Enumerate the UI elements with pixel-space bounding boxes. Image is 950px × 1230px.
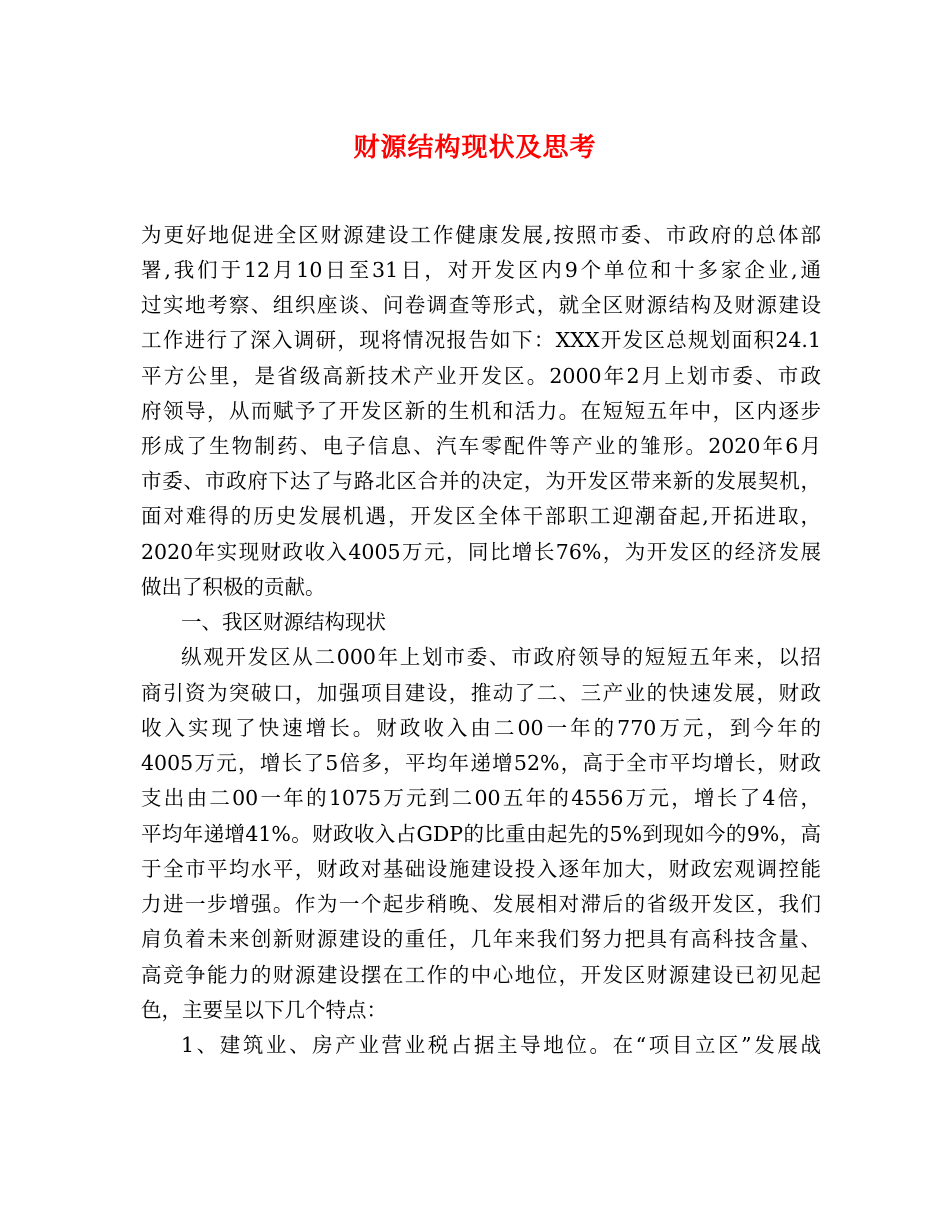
body-line: 市委、市政府下达了与路北区合并的决定，为开发区带来新的发展契机， (141, 469, 821, 493)
body-line: 过实地考察、组织座谈、问卷调查等形式，就全区财源结构及财源建设 (141, 293, 821, 317)
body-line: 1、建筑业、房产业营业税占据主导地位。在“项目立区”发展战 (181, 1033, 821, 1057)
body-line: 面对难得的历史发展机遇，开发区全体干部职工迎潮奋起,开拓进取， (141, 504, 821, 528)
body-line: 收入实现了快速增长。财政收入由二00一年的770万元，到今年的 (141, 716, 821, 740)
body-line: 2020年实现财政收入4005万元，同比增长76%，为开发区的经济发展 (141, 540, 821, 564)
body-line: 纵观开发区从二000年上划市委、市政府领导的短短五年来，以招 (181, 645, 821, 669)
body-line: 工作进行了深入调研，现将情况报告如下：XXX开发区总规划面积24.1 (141, 328, 821, 352)
body-line: 4005万元，增长了5倍多，平均年递增52%，高于全市平均增长，财政 (141, 751, 821, 775)
section-heading: 一、我区财源结构现状 (181, 610, 386, 634)
body-line: 肩负着未来创新财源建设的重任，几年来我们努力把具有高科技含量、 (141, 927, 821, 951)
body-line: 署,我们于12月10日至31日，对开发区内9个单位和十多家企业,通 (141, 258, 821, 282)
body-line: 为更好地促进全区财源建设工作健康发展,按照市委、市政府的总体部 (141, 223, 821, 247)
body-line: 形成了生物制药、电子信息、汽车零配件等产业的雏形。2020年6月 (141, 434, 821, 458)
body-line: 于全市平均水平，财政对基础设施建设投入逐年加大，财政宏观调控能 (141, 857, 821, 881)
body-line: 高竞争能力的财源建设摆在工作的中心地位，开发区财源建设已初见起 (141, 963, 821, 987)
body-line: 府领导，从而赋予了开发区新的生机和活力。在短短五年中，区内逐步 (141, 399, 821, 423)
document-title: 财源结构现状及思考 (353, 133, 597, 163)
body-line: 商引资为突破口，加强项目建设，推动了二、三产业的快速发展，财政 (141, 681, 821, 705)
body-line: 色，主要呈以下几个特点： (141, 998, 387, 1022)
body-line: 平方公里，是省级高新技术产业开发区。2000年2月上划市委、市政 (141, 364, 821, 388)
body-line: 支出由二00一年的1075万元到二00五年的4556万元，增长了4倍， (141, 786, 821, 810)
body-line: 做出了积极的贡献。 (141, 575, 326, 599)
body-line: 力进一步增强。作为一个起步稍晚、发展相对滞后的省级开发区，我们 (141, 892, 821, 916)
body-line: 平均年递增41%。财政收入占GDP的比重由起先的5%到现如今的9%，高 (141, 822, 821, 846)
